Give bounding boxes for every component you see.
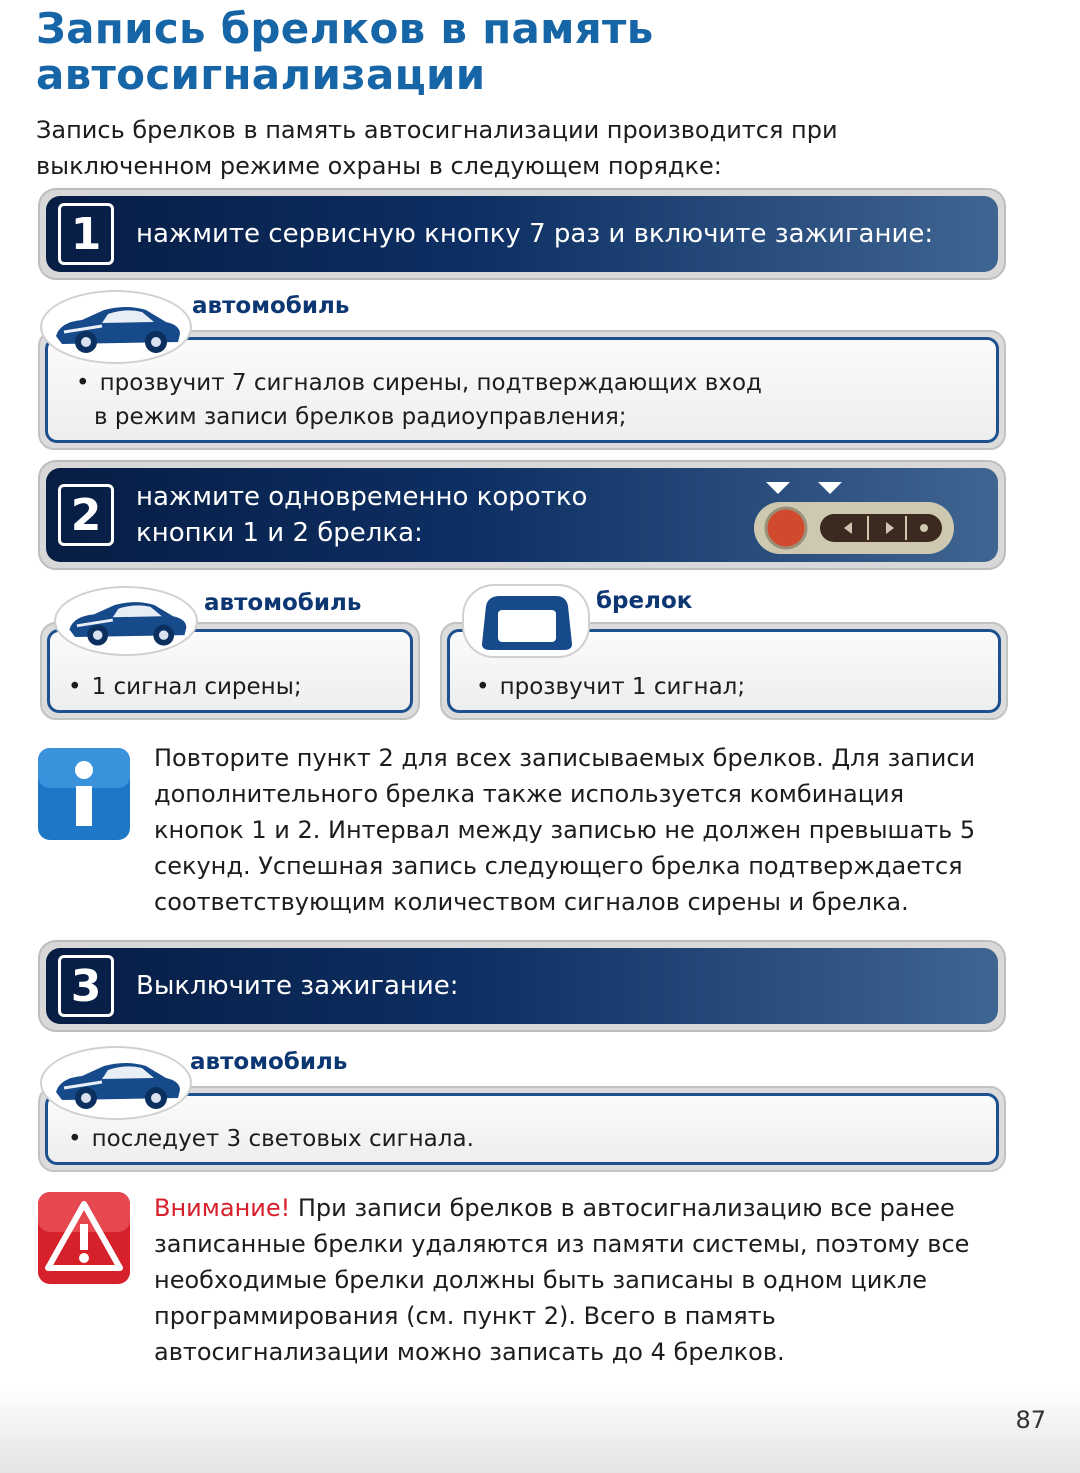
car-badge-1 — [42, 292, 190, 362]
page-title — [36, 6, 654, 98]
page-number: 87 — [1015, 1406, 1046, 1434]
info-line-3: кнопок 1 и 2. Интервал между записью не должен превышать 5 — [154, 816, 976, 844]
info-line-5: соответствующим количеством сигналов сирены и брелка. — [154, 888, 909, 916]
key-fob-buttons-icon — [748, 474, 968, 562]
step-1-result-line-1: прозвучит 7 сигналов сирены, подтверждающих вход — [99, 370, 762, 396]
intro-line-1: Запись брелков в память автосигнализации производится при — [36, 116, 838, 144]
car-badge-3 — [42, 1048, 190, 1118]
warning-line-3: необходимые брелки должны быть записаны в одном цикле — [154, 1266, 927, 1294]
warning-paragraph — [154, 1190, 969, 1370]
step-1-bar — [38, 188, 1006, 280]
step-2-fob-text: прозвучит 1 сигнал; — [499, 674, 746, 700]
step-1-number: 1 — [58, 203, 114, 265]
car-icon — [42, 1048, 190, 1118]
step-3-result-text: последует 3 световых сигнала. — [91, 1126, 474, 1152]
step-2-number: 2 — [58, 484, 114, 546]
info-icon — [36, 746, 132, 842]
info-line-1: Повторите пункт 2 для всех записываемых брелков. Для записи — [154, 744, 976, 772]
intro-paragraph — [36, 112, 838, 184]
warning-line-1: При записи брелков в автосигнализацию все ранее — [290, 1194, 955, 1222]
step-2-line-2: кнопки 1 и 2 брелка: — [136, 518, 423, 548]
fob-badge — [464, 586, 588, 656]
step-3-text: Выключите зажигание: — [136, 971, 459, 1001]
info-line-4: секунд. Успешная запись следующего брелка подтверждается — [154, 852, 963, 880]
info-line-2: дополнительного брелка также используется комбинация — [154, 780, 905, 808]
key-fob-icon — [464, 586, 588, 656]
step-1-text: нажмите сервисную кнопку 7 раз и включите зажигание: — [136, 219, 934, 249]
step-2-bar — [38, 460, 1006, 570]
step-3-result-bullet: • последует 3 световых сигнала. — [68, 1126, 474, 1152]
warning-line-2: записанные брелки удаляются из памяти системы, поэтому все — [154, 1230, 970, 1258]
title-line-2: автосигнализации — [36, 50, 486, 99]
step-2-text — [136, 479, 587, 551]
warning-icon — [36, 1190, 132, 1286]
footer-band — [0, 1385, 1080, 1473]
warning-highlight: Внимание! — [154, 1194, 291, 1222]
car-icon — [42, 292, 190, 362]
warning-line-5: автосигнализации можно записать до 4 брелков. — [154, 1338, 785, 1366]
step-1-car-label: автомобиль — [192, 293, 350, 319]
warning-line-4: программирования (см. пункт 2). Всего в память — [154, 1302, 776, 1330]
step-3-car-label: автомобиль — [190, 1049, 348, 1075]
car-icon — [56, 588, 196, 654]
step-3-bar — [38, 940, 1006, 1032]
intro-line-2: выключенном режиме охраны в следующем порядке: — [36, 152, 722, 180]
step-2-car-text: 1 сигнал сирены; — [91, 674, 302, 700]
title-line-1: Запись брелков в память — [36, 4, 654, 53]
step-2-car-bullet: • 1 сигнал сирены; — [68, 674, 302, 700]
step-3-number: 3 — [58, 955, 114, 1017]
step-2-car-label: автомобиль — [204, 590, 362, 616]
car-badge-2 — [56, 588, 196, 654]
step-2-line-1: нажмите одновременно коротко — [136, 482, 588, 512]
step-1-result-bullet: • прозвучит 7 сигналов сирены, подтверждающих вход в режим записи брелков радиоуправления; — [76, 366, 762, 434]
info-paragraph — [154, 740, 975, 920]
step-1-result-line-2: в режим записи брелков радиоуправления; — [94, 404, 627, 430]
step-2-fob-label: брелок — [596, 588, 693, 614]
step-2-fob-bullet: • прозвучит 1 сигнал; — [476, 674, 746, 700]
